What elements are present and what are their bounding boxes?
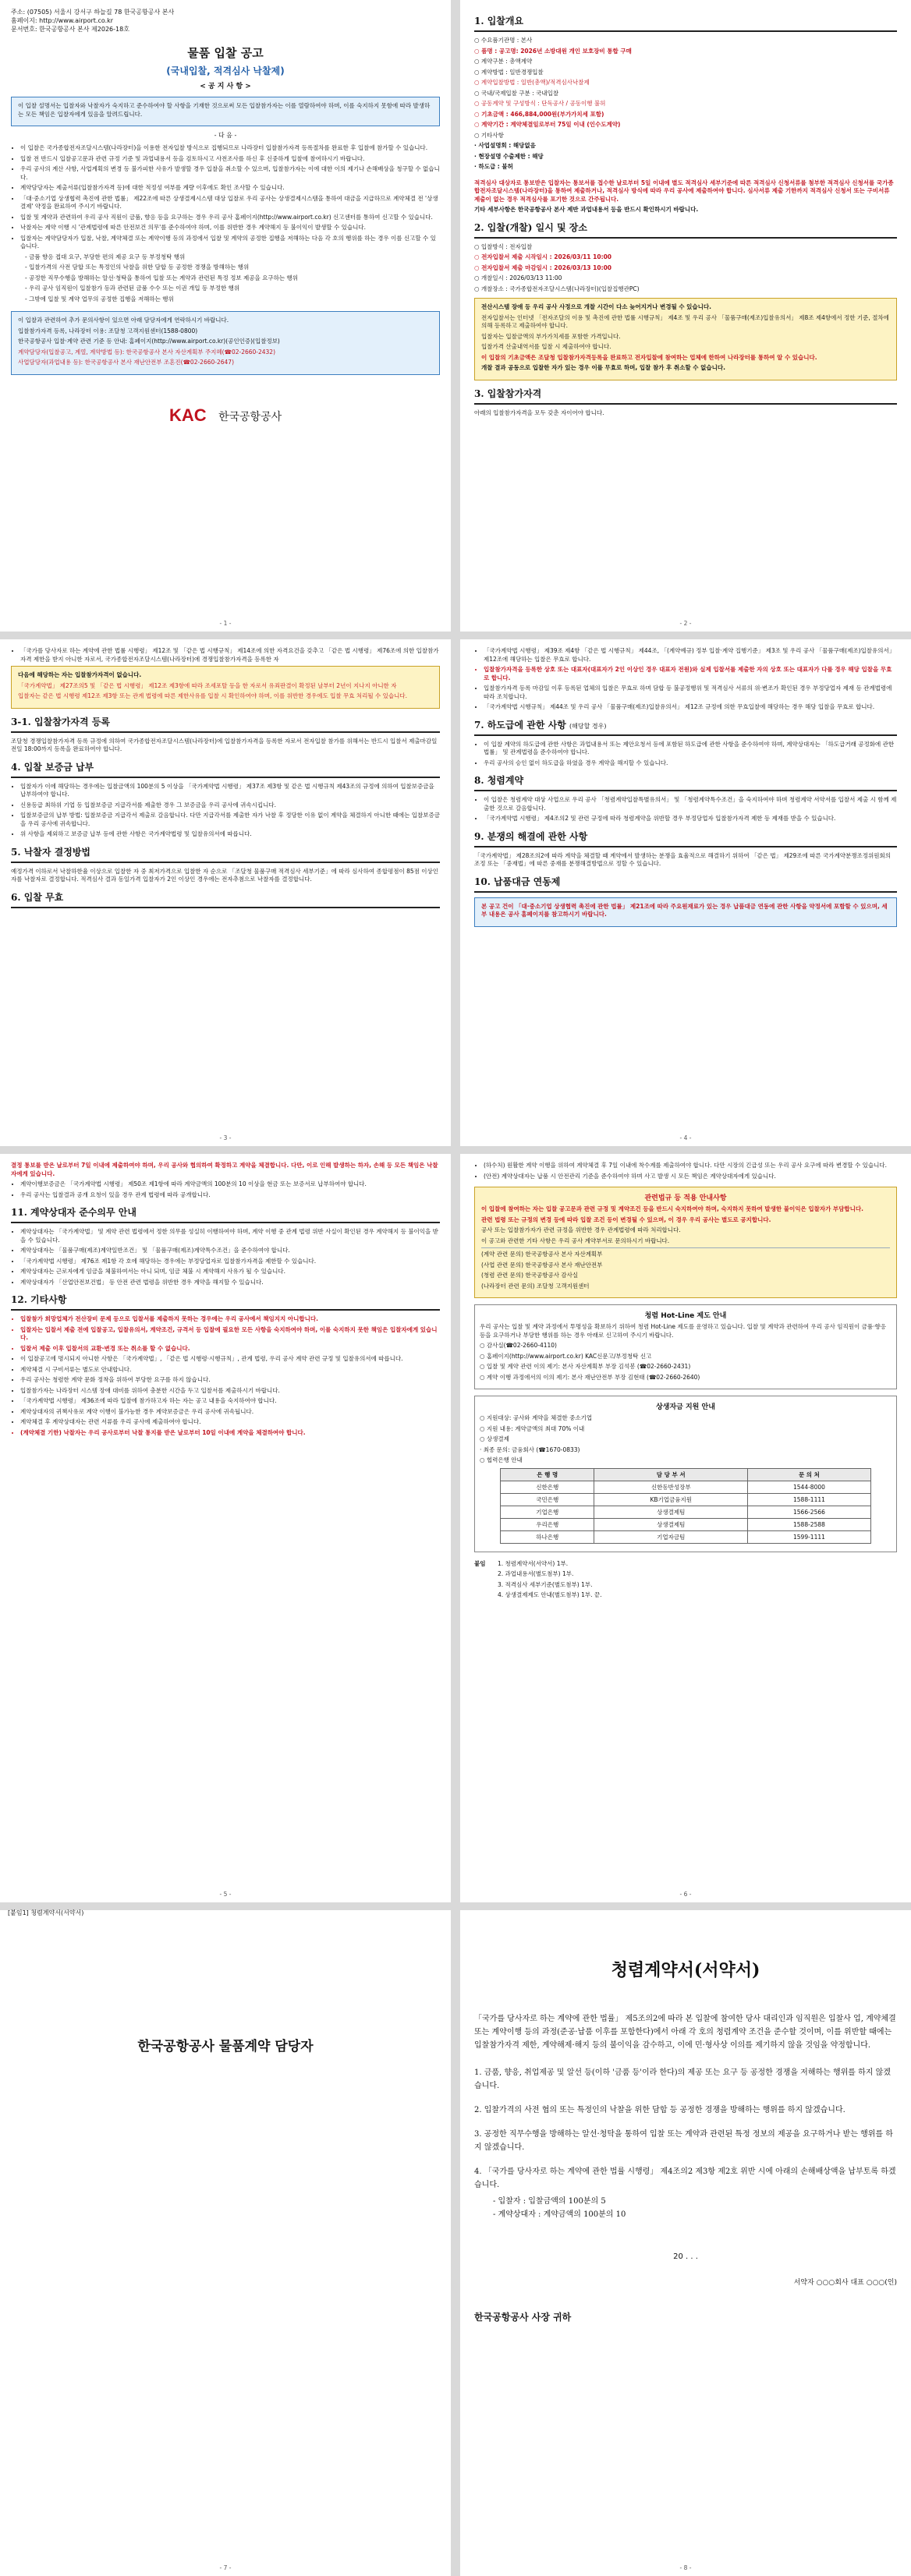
table-row bbox=[501, 1493, 870, 1506]
table-row bbox=[501, 1506, 870, 1518]
pledge-title: 청렴계약서(서약서) bbox=[611, 1960, 760, 1980]
support-item: ○ 지원대상: 공사와 계약을 체결한 중소기업 bbox=[480, 1414, 593, 1421]
box-line: (나라장터 관련 문의) 조달청 고객지원센터 bbox=[481, 1282, 590, 1290]
pledge-intro: 「국가를 당사자로 하는 계약에 관한 법률」 제5조의2에 따라 본 입찰에 참여한 당사 대리인과 임직원은 입찰사 업, 계약체결 또는 계약이행 등의 과정(준공·납품 이후를 포함한다)에서 아래 각 호의 청렴계약 조건을 준수할 것이며, 이를 위반할 때에는 입찰참가자격 제한, 계약해제·해지 등의 불이익을 감수하고, 이에 민·형사상 이의를 제기하지 않을 것임을 약정합니다. bbox=[474, 2015, 896, 2050]
table-cell: 상생결제팀 bbox=[594, 1506, 748, 1518]
page-number: - 6 - bbox=[679, 1891, 692, 1898]
overview-item: ○ 계약입찰방법 : 일반(총액)/적격심사낙찰제 bbox=[474, 79, 590, 86]
list-item: • 입찰참가 희망업체가 전산장비 문제 등으로 입찰서를 제출하지 못하는 경우에는 우리 공사에서 책임지지 아니합니다. bbox=[20, 1315, 440, 1324]
box-line: 이 공고와 관련한 기타 사항은 우리 공사 계약부서로 문의하시기 바랍니다. bbox=[481, 1237, 670, 1244]
header-line: 주소: (07505) 서울시 강서구 하늘길 78 한국공항공사 본사 bbox=[11, 9, 175, 16]
section-heading-note: (해당할 경우) bbox=[569, 722, 607, 730]
page-3 bbox=[0, 639, 451, 1146]
contact-line: 이 입찰과 관련하여 추가 문의사항이 있으면 아래 담당자에게 연락하시기 바랍니다. bbox=[18, 317, 229, 324]
table-row bbox=[501, 1530, 870, 1543]
pledge-signer: 서약자 ○○○회사 대표 ○○○(인) bbox=[793, 2279, 897, 2287]
list-item: • 이 입찰은 청렴계약 대상 사업으로 우리 공사 「청렴계약입찰특별유의서」 및 「청렴계약특수조건」을 숙지하여야 하며 청렴계약 서약서를 입찰서 제출 시 함께 제출한 것으로 갈음합니다. bbox=[484, 796, 897, 812]
section-heading: 9. 분쟁의 해결에 관한 사항 bbox=[474, 830, 588, 842]
note-line: 개찰 결과 공동으로 입찰한 자가 있는 경우 이를 무효로 하며, 입찰 참가 후 취소할 수 없습니다. bbox=[481, 364, 725, 371]
page-number: - 8 - bbox=[679, 2564, 692, 2571]
overview-list bbox=[474, 37, 897, 172]
list-item: • 「국가계약법 시행령」 제4조의2 및 관련 규정에 따라 청렴계약을 위반할 경우 부정당업자 입찰참가자격 제한 등 제재를 받을 수 있습니다. bbox=[484, 815, 897, 823]
note-line: 입찰자는 입찰금액의 부가가치세를 포함한 가격입니다. bbox=[481, 332, 621, 340]
header-line: 홈페이지: http://www.airport.co.kr bbox=[11, 17, 114, 24]
pledge-item: - 계약상대자 : 계약금액의 100분의 10 bbox=[493, 2210, 626, 2219]
box-line: (계약 관련 문의) 한국공항공사 본사 자산계획부 bbox=[481, 1251, 603, 1258]
list-item: • 입찰서 제출 이후 입찰서의 교환·변경 또는 취소를 할 수 없습니다. bbox=[20, 1345, 440, 1353]
page-6 bbox=[460, 1154, 911, 1902]
support-title: 상생자금 지원 안내 bbox=[656, 1403, 715, 1411]
price-linkage-box bbox=[474, 897, 897, 927]
table-cell: 신한동반성장부 bbox=[594, 1481, 748, 1493]
section-heading-text: 7. 하도급에 관한 사항 bbox=[474, 719, 566, 731]
contact-line: 사업담당자(과업내용 등): 한국공항공사 본사 재난안전부 조혼진(☎02-2660-2647) bbox=[18, 359, 234, 366]
page-number: - 5 - bbox=[219, 1891, 232, 1898]
schedule-list bbox=[474, 243, 897, 294]
page-4 bbox=[460, 639, 911, 1146]
pledge-date: 20 . . . bbox=[673, 2252, 698, 2261]
table-cell: 1588-1111 bbox=[748, 1493, 870, 1506]
attach-title: 붙임 bbox=[474, 1559, 486, 1567]
table-row bbox=[501, 1481, 870, 1493]
list-item: • 「대·중소기업 상생협력 촉진에 관한 법률」 제22조에 따른 상생결제시스템 대상 입찰로 우리 공사는 상생결제시스템을 통하여 대금을 지급하므로 계약체결 전 '상생결제' 약정을 완료하여 주시기 바랍니다. bbox=[20, 195, 440, 211]
header-line: 문서번호: 한국공항공사 본사 제2026-18호 bbox=[11, 26, 129, 33]
registration-text: 조달청 경쟁입찰참가자격 등록 규정에 의하여 국가종합전자조달시스템(나라장터)에 입찰참가자격을 등록한 자로서 전자입찰 참가를 위해서는 반드시 입찰서 제출마감일 전일 18:00까지 등록을 완료하여야 합니다. bbox=[11, 737, 438, 752]
support-item: ○ 지원 내용: 계약금액의 최대 70% 이내 bbox=[480, 1424, 585, 1432]
list-item: • 이 입찰은 국가종합전자조달시스템(나라장터)을 이용한 전자입찰 방식으로 집행되므로 나라장터 입찰참가자격 등록절차를 완료한 후 입찰에 참가할 수 있습니다. bbox=[20, 144, 440, 153]
list-item: • (계약체결 기한) 낙찰자는 우리 공사로부터 낙찰 통지를 받은 날로부터 10일 이내에 계약을 체결하여야 합니다. bbox=[20, 1429, 440, 1438]
pledge-item: 1. 금품, 향응, 취업제공 및 알선 등(이하 '금품 등'이라 한다)의 제공 또는 요구 등 공정한 경쟁을 저해하는 행위를 하지 않겠습니다. bbox=[474, 2068, 891, 2090]
pledge-addressee: 한국공항공사 사장 귀하 bbox=[474, 2312, 572, 2323]
note-line: 이 입찰의 기초금액은 조달청 입찰참가자격등록을 완료하고 전자입찰에 참여하는 업체에 한하여 나라장터를 통하여 알 수 있습니다. bbox=[481, 353, 817, 361]
top-list bbox=[11, 1180, 440, 1199]
disqualification-box bbox=[11, 666, 440, 709]
list-item: • 계약상대자가 「산업안전보건법」 등 안전 관련 법령을 위반한 경우 계약을 해지할 수 있습니다. bbox=[20, 1279, 440, 1287]
list-item: • 입찰자는 계약담당자가 입찰, 낙찰, 계약체결 또는 계약이행 등의 과정에서 입찰 및 계약의 공정한 집행을 저해하는 다음 각 호의 행위를 하는 경우 이를 신고할 수 있습니다. bbox=[20, 235, 440, 251]
pledge-item: 2. 입찰가격의 사전 협의 또는 특정인의 낙찰을 위한 담합 등 공정한 경쟁을 방해하는 행위를 하지 않겠습니다. bbox=[474, 2106, 845, 2114]
regulations-box bbox=[474, 1187, 897, 1298]
list-item: 다음에 해당하는 자는 입찰참가자격이 없습니다. bbox=[18, 671, 142, 678]
page-number: - 7 - bbox=[219, 2564, 232, 2571]
page-1 bbox=[0, 0, 451, 632]
hotline-item: ○ 계약 이행 과정에서의 이의 제기: 본사 재난안전부 부장 김현태 (☎02-2660-2640) bbox=[480, 1373, 700, 1381]
schedule-notes bbox=[474, 298, 897, 380]
list-item: • 입찰참가자격 등록 마감일 이후 등록된 업체의 입찰은 무효로 하며 담합 등 불공정행위 및 적격심사 서류의 위·변조가 확인된 경우 부정당업자 제재 등 관계법령에 따라 조치합니다. bbox=[484, 685, 897, 701]
integrity-list bbox=[474, 796, 897, 823]
obligations-list bbox=[11, 1228, 440, 1286]
page-7 bbox=[0, 1910, 451, 2576]
contact-line: 계약담당자(입찰공고, 계열, 계약방법 등): 한국공항공사 본사 자산계획부 주지혜(☎02-2660-2432) bbox=[18, 348, 275, 356]
list-item: • 계약체결 시 구비서류는 별도로 안내합니다. bbox=[20, 1366, 440, 1375]
table-header: 담 당 부 서 bbox=[594, 1468, 748, 1481]
list-item: - 입찰가격의 사전 담합 또는 특정인의 낙찰을 위한 담합 등 공정한 경쟁을 방해하는 행위 bbox=[25, 264, 250, 271]
table-cell: 신한은행 bbox=[501, 1481, 594, 1493]
note-line: 전자입찰서는 인터넷 「전자조달의 이용 및 촉진에 관한 법률 시행규칙」 제4조 및 우리 공사 「물품구매(제조)입찰유의서」 제8조 제4항에서 정한 기준, 절차에 의해 등록하고 제출하여야 합니다. bbox=[481, 313, 889, 329]
hotline-text: 우리 공사는 입찰 및 계약 과정에서 투명성을 확보하기 위하여 청렴 Hot-Line 제도를 운영하고 있습니다. 입찰 및 계약과 관련하여 우리 공사 임직원이 금품·향응 등을 요구하거나 부당한 행위를 하는 경우 아래로 신고하여 주시기 바랍니다. bbox=[480, 1323, 887, 1339]
warning-text: 적격심사 대상자로 통보받은 입찰자는 통보서를 접수한 날로부터 5일 이내에 별도 적격심사 세부기준에 따른 적격심사 신청서류를 첨부한 적격심사 신청서를 국가종합전자조달시스템(나라장터)을 통하여 제출하거나, 적격심사 방식에 따라 우리 공사에 제출하여야 합니다. 심사서류 제출 기한까지 적격심사 신청서 또는 구비서류 제출이 없는 경우 적격심사를 포기한 것으로 간주됩니다. bbox=[474, 179, 894, 203]
list-item: • 「국가계약법 시행령」 제39조 제4항 「같은 법 시행규칙」 제44조, 「(계약예규) 정부 입찰·계약 집행기준」 제3조 및 우리 공사 「물품구매(제조)입찰유의서」 제12조에 해당하는 입찰은 무효로 합니다. bbox=[484, 647, 897, 663]
hotline-title: 청렴 Hot-Line 제도 안내 bbox=[644, 1312, 727, 1320]
note-line: 전산시스템 장애 등 우리 공사 사정으로 개찰 시간이 다소 늦어지거나 변경될 수 있습니다. bbox=[481, 303, 711, 310]
list-item: 입찰자는 같은 법 시행령 제12조 제3항 또는 관계 법령에 따른 제한사유를 입찰 시 확인하여야 하며, 이를 위반한 경우에도 입찰 무효 처리될 수 있습니다. bbox=[18, 692, 407, 699]
list-item: • 입찰보증금의 납부 방법: 입찰보증금 지급각서 제출로 갈음합니다. 다만 지급각서를 제출한 자가 낙찰 후 정당한 이유 없이 계약을 체결하지 아니한 때에는 입찰보증금을 우리 공사에 귀속합니다. bbox=[20, 812, 440, 828]
table-cell: 기업은행 bbox=[501, 1506, 594, 1518]
list-item: - 공정한 직무수행을 방해하는 알선·청탁을 통하여 입찰 또는 계약과 관련된 특정 정보 제공을 요구하는 행위 bbox=[25, 274, 298, 281]
pledge-item: 3. 공정한 직무수행을 방해하는 알선·청탁을 통하여 입찰 또는 계약과 관련된 특정 정보의 제공을 요구하거나 받는 행위를 하지 않겠습니다. bbox=[474, 2130, 893, 2152]
list-item: • 이 입찰공고에 명시되지 아니한 사항은 「국가계약법」, 「같은 법 시행령·시행규칙」, 관계 법령, 우리 공사 계약 관련 규정 및 입찰유의서에 따릅니다. bbox=[20, 1355, 440, 1364]
award-text: 예정가격 이하로서 낙찰하한율 이상으로 입찰한 자 중 최저가격으로 입찰한 자 순으로 「조달청 물품구매 적격심사 세부기준」에 따라 심사하여 종합평점이 85점 이상인 자를 낙찰자로 결정합니다. 적격심사 결과 동일가격 입찰자가 2인 이상인 경우에는 전자추첨으로 낙찰자를 결정합니다. bbox=[11, 867, 439, 883]
list-item: • 입찰참가자격을 등록한 상호 또는 대표자(대표자가 2인 이상인 경우 대표자 전원)와 실제 입찰서를 제출한 자의 상호 또는 대표자가 다를 경우 해당 입찰을 무효로 합니다. bbox=[484, 666, 897, 682]
list-item: • 입찰참가자는 나라장터 시스템 장애 대비를 위하여 충분한 시간을 두고 입찰서를 제출하시기 바랍니다. bbox=[20, 1387, 440, 1396]
schedule-item: ○ 개찰장소 : 국가종합전자조달시스템(나라장터)(입찰집행관PC) bbox=[474, 285, 640, 292]
warning-block bbox=[474, 179, 897, 214]
logo-text: 한국공항공사 bbox=[218, 410, 282, 423]
qualification-bullets bbox=[11, 647, 440, 663]
intro-text: 이 입찰 설명서는 입찰자와 낙찰자가 숙지하고 준수하여야 할 사항을 기재한 것으로써 모든 입찰참가자는 이를 열람하여야 하며, 이를 숙지하지 못함에 따라 발생하는 모든 책임은 입찰자에게 있음을 알려드립니다. bbox=[18, 102, 431, 118]
list-item: • 계약이행보증금은 「국가계약법 시행령」 제50조 제1항에 따라 계약금액의 100분의 10 이상을 현금 또는 보증서로 납부하여야 합니다. bbox=[20, 1180, 440, 1189]
price-linkage-text: 본 공고 건이 「대·중소기업 상생협력 촉진에 관한 법률」 제21조에 따라 주요원재료가 있는 경우 납품대금 연동에 관한 사항을 약정서에 포함할 수 있으며, 세부 내용은 공사 홈페이지를 참고하시기 바랍니다. bbox=[481, 902, 888, 918]
overview-item: ○ 계약구분 : 총액계약 bbox=[474, 58, 533, 65]
section-heading: 5. 낙찰자 결정방법 bbox=[11, 846, 91, 858]
support-item: · 최종 문의: 금융회사 (☎1670-0833) bbox=[480, 1445, 580, 1453]
note-line: 입찰가격 산출내역서를 입찰 시 제출하여야 합니다. bbox=[481, 343, 611, 350]
list-item: • 계약상대자는 「국가계약법」 및 계약 관련 법령에서 정한 의무를 성실히 이행하여야 하며, 계약 이행 중 관계 법령 위반 사실이 확인된 경우 계약해지 등 불이익을 받을 수 있습니다. bbox=[20, 1228, 440, 1244]
box-title: 관련법규 등 적용 안내사항 bbox=[644, 1194, 727, 1202]
subcontract-list bbox=[474, 741, 897, 768]
section-heading: 6. 입찰 무효 bbox=[11, 891, 64, 903]
overview-item: ○ 품명 : 공고명: 2026년 소방대원 개인 보호장비 통합 구매 bbox=[474, 47, 632, 55]
table-cell: 1566-2566 bbox=[748, 1506, 870, 1518]
contact-line: 한국공항공사 입찰·계약 관련 기준 등 안내: 홈페이지(http://www.airport.co.kr)(공인인증)(입찰정보) bbox=[18, 338, 280, 345]
overview-item: ○ 기초금액 : 466,884,000원(부가가치세 포함) bbox=[474, 110, 604, 118]
box-line: 관련 법령 또는 규정의 변경 등에 따라 입찰 조건 등이 변경될 수 있으며, 이 경우 우리 공사는 별도로 공지합니다. bbox=[481, 1215, 771, 1223]
list-item: • 우리 공사는 청렴한 계약 문화 정착을 위하여 부당한 요구를 하지 않습니다. bbox=[20, 1376, 440, 1385]
section-heading: 8. 청렴계약 bbox=[474, 775, 524, 786]
list-item: • 입찰자가 이에 해당하는 경우에는 입찰금액의 100분의 5 이상을 「국가계약법 시행령」 제37조 제3항 및 같은 법 시행규칙 제43조의 규정에 의하여 입찰보증금을 납부하여야 합니다. bbox=[20, 783, 440, 799]
notice-bullets bbox=[11, 144, 440, 251]
section-heading: 3-1. 입찰참가자격 등록 bbox=[11, 716, 110, 727]
attach-item: 1. 청렴계약서(서약서) 1부. bbox=[498, 1559, 569, 1567]
list-item: • 계약체결 후 계약상대자는 관련 서류를 우리 공사에 제출하여야 합니다. bbox=[20, 1418, 440, 1427]
page-2 bbox=[460, 0, 911, 632]
overview-item: ○ 계약기간 : 계약체결일로부터 75일 이내 (인수도계약) bbox=[474, 121, 621, 128]
attach-item: 2. 과업내용서(별도첨부) 1부. bbox=[498, 1570, 574, 1577]
section-heading: 4. 입찰 보증금 납부 bbox=[11, 761, 94, 773]
section-heading: 2. 입찰(개찰) 일시 및 장소 bbox=[474, 221, 587, 233]
table-cell: 하나은행 bbox=[501, 1530, 594, 1543]
table-row bbox=[501, 1518, 870, 1530]
list-item: • 입찰자는 입찰서 제출 전에 입찰공고, 입찰유의서, 계약조건, 규격서 등 입찰에 필요한 모든 사항을 숙지하여야 하며, 이를 숙지하지 못한 책임은 입찰자에게 있습니다. bbox=[20, 1326, 440, 1343]
list-item: • (하수처) 원활한 계약 이행을 위하여 계약체결 후 7일 이내에 착수계를 제출하여야 합니다. 다만 시장의 긴급성 또는 우리 공사 요구에 따라 변경할 수 있습니다. bbox=[484, 1162, 897, 1170]
dispute-text: 「국가계약법」 제28조의2에 따라 계약을 체결할 때 계약에서 발생하는 분쟁을 효율적으로 해결하기 위하여 「같은 법」 제29조에 따른 국가계약분쟁조정위원회의 조정 또는 「중재법」에 따른 중재를 분쟁해결방법으로 정할 수 있습니다. bbox=[474, 851, 891, 867]
list-item: • 계약상대자는 근로자에게 임금을 체불하여서는 아니 되며, 임금 체불 시 계약해지 사유가 될 수 있습니다. bbox=[20, 1268, 440, 1276]
page-number: - 1 - bbox=[219, 620, 232, 627]
list-item: • 「국가계약법 시행령」 제36조에 따라 입찰에 참가하고자 하는 자는 공고 내용을 숙지하여야 합니다. bbox=[20, 1397, 440, 1406]
list-item: • 신용등급 최하위 기업 등 입찰보증금 지급각서를 제출한 경우 그 보증금을 우리 공사에 귀속시킵니다. bbox=[20, 801, 440, 810]
attachments bbox=[474, 1560, 897, 1602]
kac-logo-icon bbox=[169, 406, 210, 426]
support-item: ○ 협력은행 안내 bbox=[480, 1456, 523, 1463]
section-heading: 11. 계약상대자 준수의무 안내 bbox=[11, 1207, 136, 1218]
page-number: - 3 - bbox=[219, 1134, 232, 1141]
list-item: • 계약상대자는 「물품구매(제조)계약일반조건」 및 「물품구매(제조)계약특수조건」을 준수하여야 합니다. bbox=[20, 1247, 440, 1255]
list-item: • 「국가계약법 시행령」 제76조 제1항 각 호에 해당하는 경우에는 부정당업자로 입찰참가자격을 제한할 수 있습니다. bbox=[20, 1258, 440, 1266]
list-item: • 계약담당자는 제출서류(입찰참가자격 등)에 대한 적정성 여부를 계량 이후에도 확인 조사할 수 있습니다. bbox=[20, 184, 440, 193]
section-heading: 10. 납품대금 연동제 bbox=[474, 876, 561, 887]
overview-item: ○ 수요품기관명 : 본사 bbox=[474, 37, 533, 44]
top-list bbox=[474, 1162, 897, 1180]
notice-label: < 공 지 사 항 > bbox=[200, 83, 251, 90]
list-item: - 그밖에 입찰 및 계약 업무의 공정한 집행을 저해하는 행위 bbox=[25, 295, 174, 303]
box-line: 공사 또는 입찰참가자가 관련 규정을 위반한 경우 관계법령에 따라 처리합니다. bbox=[481, 1226, 681, 1233]
list-item: • 입찰 전 반드시 입찰공고문과 관련 규정 기준 및 과업내용서 등을 검토하시고 사전조사를 하신 후 신중하게 입찰에 참여하시기 바랍니다. bbox=[20, 155, 440, 164]
cover-title: 한국공항공사 물품계약 담당자 bbox=[137, 2039, 314, 2054]
box-line: 이 입찰에 참여하는 자는 입찰 공고문과 관련 규정 및 계약조건 등을 반드시 숙지하여야 하며, 숙지하지 못하여 발생한 불이익은 입찰자가 부담합니다. bbox=[481, 1205, 864, 1212]
list-item: • 우리 공사는 입찰결과 공개 요청이 있을 경우 관계 법령에 따라 공개합니다. bbox=[20, 1191, 440, 1200]
table-cell: KB기업금융지원 bbox=[594, 1493, 748, 1506]
support-item: ○ 상생결제 bbox=[480, 1435, 509, 1442]
schedule-item: ○ 전자입찰서 제출 마감일시 : 2026/03/13 10:00 bbox=[474, 264, 612, 271]
section-heading: 3. 입찰참가자격 bbox=[474, 387, 542, 399]
notice-title: 물품 입찰 공고 bbox=[187, 46, 264, 60]
list-item: • 우리 공사의 승인 없이 하도급을 하였을 경우 계약을 해지할 수 있습니다. bbox=[484, 759, 897, 768]
list-item: - 금품 향응 접대 요구, 부당한 편의 제공 요구 등 부정청탁 행위 bbox=[25, 253, 186, 260]
page-number: - 2 - bbox=[679, 620, 692, 627]
list-item: • 낙찰자는 계약 이행 시 '관계법령에 따른 안전보건 의무'를 준수하여야 하며, 이를 위반한 경우 계약해지 등 불이익이 발생할 수 있습니다. bbox=[20, 224, 440, 232]
list-item: • 「국가를 당사자로 하는 계약에 관한 법률 시행령」 제12조 및 「같은 법 시행규칙」 제14조에 의한 자격요건을 갖추고 「같은 법 시행령」 제76조에 의한 입찰참가자격 제한을 받지 아니한 자로서, 국가종합전자조달시스템(나라장터)에 경쟁입찰참가자격을 등록한 자 bbox=[20, 647, 440, 663]
section-heading bbox=[474, 718, 897, 731]
list-item: • (안전) 계약상대자는 납품 시 안전관리 기준을 준수하여야 하며 사고 발생 시 모든 책임은 계약상대자에게 있습니다. bbox=[484, 1173, 897, 1181]
list-item: 「국가계약법」 제27조의5 및 「같은 법 시행령」 제12조 제3항에 따라 조세포탈 등을 한 자로서 유죄판결이 확정된 날부터 2년이 지나지 아니한 자 bbox=[18, 681, 397, 689]
box-line: (사업 관련 문의) 한국공항공사 본사 재난안전부 bbox=[481, 1261, 603, 1269]
contacts-box bbox=[11, 311, 440, 375]
section-heading: 1. 입찰개요 bbox=[474, 16, 524, 27]
table-cell: 상생결제팀 bbox=[594, 1518, 748, 1530]
deposit-list bbox=[11, 783, 440, 839]
bank-table bbox=[500, 1468, 870, 1544]
page-5 bbox=[0, 1154, 451, 1902]
table-cell: 기업자금팀 bbox=[594, 1530, 748, 1543]
pledge-item: - 입찰자 : 입찰금액의 100분의 5 bbox=[493, 2197, 606, 2206]
list-item: • 우리 공사의 계산 사항, 사업계획의 변경 등 불가피한 사유가 발생할 경우 입찰을 취소할 수 있으며, 입찰참가자는 이에 대한 이의 제기나 손해배상을 청구할 수 없습니다. bbox=[20, 165, 440, 182]
list-item: - 우리 공사 임직원이 입찰참가 등과 관련된 금품 수수 또는 이권 개입 등 부정한 행위 bbox=[25, 285, 240, 292]
overview-item: · 하도급 : 불허 bbox=[474, 163, 513, 170]
hotline-box bbox=[474, 1304, 897, 1389]
hotline-item: ○ 감사실(☎02-2660-4110) bbox=[480, 1342, 557, 1349]
qualification-text: 아래의 입찰참가자격을 모두 갖춘 자이어야 합니다. bbox=[474, 409, 604, 416]
attachment-caption: [붙임1] 청렴계약서(서약서) bbox=[8, 1909, 84, 1916]
pledge-body bbox=[474, 2012, 897, 2221]
table-header: 은 행 명 bbox=[501, 1468, 594, 1481]
warning-text: 기타 세부사항은 한국공항공사 본사 제반 과업내용서 등을 반드시 확인하시기 바랍니다. bbox=[474, 206, 699, 213]
hotline-item: ○ 입찰 및 계약 관련 이의 제기: 본사 자산계획부 부장 김석봉 (☎02-2660-2431) bbox=[480, 1363, 691, 1370]
section-heading: 12. 기타사항 bbox=[11, 1294, 67, 1305]
header-address bbox=[11, 8, 440, 34]
table-cell: 우리은행 bbox=[501, 1518, 594, 1530]
contact-line: 입찰참가자격 등록, 나라장터 이용: 조달청 고객지원센터(1588-0800) bbox=[18, 327, 198, 334]
page-number: - 4 - bbox=[679, 1134, 692, 1141]
table-cell: 1599-1111 bbox=[748, 1530, 870, 1543]
attach-item: 3. 적격심사 세부기준(별도첨부) 1부. bbox=[498, 1580, 593, 1588]
intro-box bbox=[11, 97, 440, 126]
notice-subtitle: (국내입찰, 적격심사 낙찰제) bbox=[166, 65, 285, 76]
box-line: (청렴 관련 문의) 한국공항공사 감사실 bbox=[481, 1272, 579, 1279]
sub-label: - 다 음 - bbox=[214, 132, 237, 139]
list-item: • 입찰 및 계약과 관련하여 우리 공사 직원이 금품, 향응 등을 요구하는 경우 우리 공사 홈페이지(http://www.airport.co.kr) 신고센터를 통하여 신고할 수 있습니다. bbox=[20, 214, 440, 222]
list-item: • 이 입찰 계약의 하도급에 관한 사항은 과업내용서 또는 제안요청서 등에 포함된 하도급에 관한 사항을 준수하여야 하며, 계약상대자는 「하도급거래 공정화에 관한 법률」 및 관계법령을 준수하여야 합니다. bbox=[484, 741, 897, 757]
table-header: 문 의 처 bbox=[748, 1468, 870, 1481]
attach-item: 4. 상생결제제도 안내(별도첨부) 1부. 끝. bbox=[498, 1591, 602, 1598]
svg-text:KAC: KAC bbox=[168, 405, 207, 425]
schedule-item: ○ 입찰방식 : 전자입찰 bbox=[474, 242, 533, 250]
support-box bbox=[474, 1396, 897, 1552]
overview-item: ○ 국내/국제입찰 구분 : 국내입찰 bbox=[474, 89, 559, 97]
misc-list bbox=[11, 1315, 440, 1437]
logo bbox=[11, 406, 440, 426]
schedule-item: ○ 전자입찰서 제출 시작일시 : 2026/03/11 10:00 bbox=[474, 253, 612, 260]
list-item: • 「국가계약법 시행규칙」 제44조 및 우리 공사 「물품구매(제조)입찰유의서」 제12조 규정에 의한 무효입찰에 해당하는 경우 해당 입찰을 무효로 합니다. bbox=[484, 703, 897, 712]
table-cell: 국민은행 bbox=[501, 1493, 594, 1506]
overview-item: ○ 기타사항 bbox=[474, 131, 504, 139]
overview-item: · 사업설명회 : 해당없음 bbox=[474, 142, 536, 149]
list-item: • 위 사항을 제외하고 보증금 납부 등에 관한 사항은 국가계약법령 및 입찰유의서에 따릅니다. bbox=[20, 830, 440, 839]
schedule-item: ○ 개찰일시 : 2026/03/13 11:00 bbox=[474, 274, 562, 281]
overview-item: · 현장설명 수출제한 : 해당 bbox=[474, 152, 544, 160]
invalid-bid-list bbox=[474, 647, 897, 712]
overview-item: ○ 공동계약 및 구성방식 : 단독공사 / 공동이행 불허 bbox=[474, 100, 606, 107]
hotline-item: ○ 홈페이지(http://www.airport.co.kr) KAC신문고/부정청탁 신고 bbox=[480, 1352, 652, 1360]
top-text: 결정 통보를 받은 날로부터 7일 이내에 제출하여야 하며, 우리 공사와 협의하여 확정하고 계약을 체결합니다. 다만, 이로 인해 발생하는 하자, 손해 등 모든 책임은 낙찰자에게 있습니다. bbox=[11, 1162, 438, 1177]
table-cell: 1588-2588 bbox=[748, 1518, 870, 1530]
pledge-item: 4. 「국가를 당사자로 하는 계약에 관한 법률 시행령」 제4조의2 제3항 제2호 위반 시에 아래의 손해배상액을 납부토록 하겠습니다. bbox=[474, 2167, 896, 2189]
table-cell: 1544-8000 bbox=[748, 1481, 870, 1493]
list-item: • 계약상대자의 귀책사유로 계약 이행이 불가능한 경우 계약보증금은 우리 공사에 귀속됩니다. bbox=[20, 1408, 440, 1417]
overview-item: ○ 계약방법 : 일반경쟁입찰 bbox=[474, 68, 544, 76]
